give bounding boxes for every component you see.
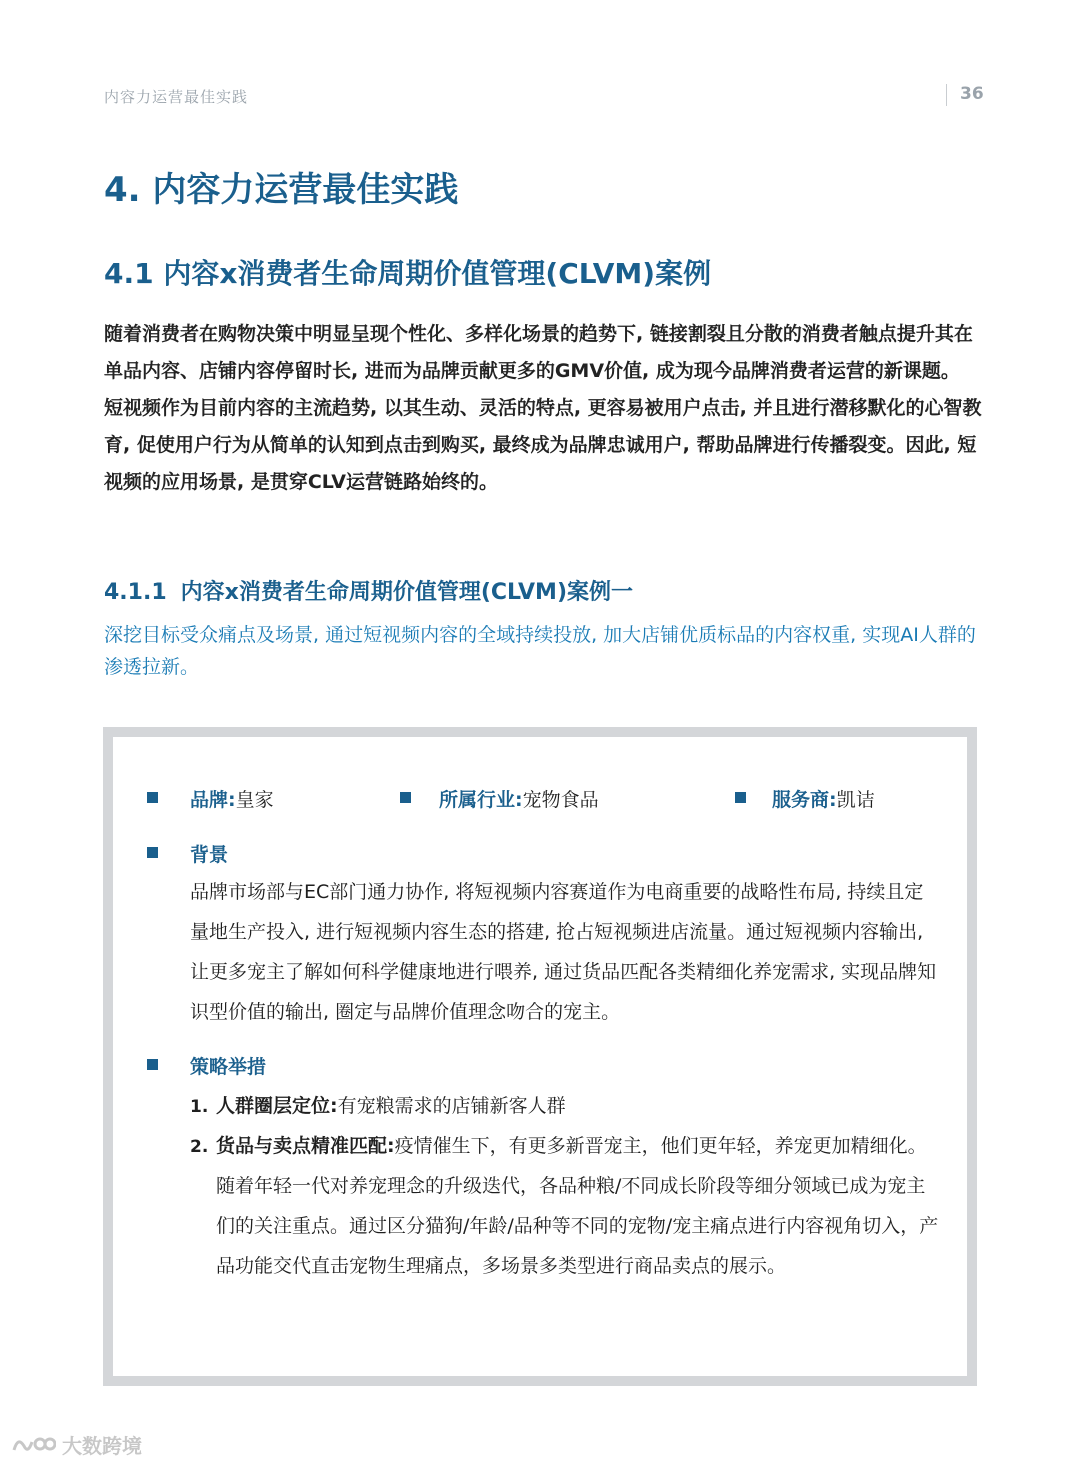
list-item [216,1086,942,1126]
brand-fact [190,785,274,812]
bullet-square-icon [147,1059,158,1070]
industry-fact [439,785,599,812]
intro-paragraph: 随着消费者在购物决策中明显呈现个性化、多样化场景的趋势下, 链接割裂且分散的消费者触点提升其在单品内容、店铺内容停留时长, 进而为品牌贡献更多的GMV价值, 成为现今品牌消费者运营的新课题。 短视频作为目前内容的主流趋势, 以其生动、灵活的特点, 更容易被用户点击, 并且进行潜移默化的心智教育, 促使用户行为从简单的认知到点击到购买, 最终成为品牌忠诚用户, 帮助品牌进行传播裂变。因此, 短视频的应用场景, 是贯穿CLV运营链路始终的。 [104,323,982,493]
brand-value: 皇家 [235,789,274,811]
running-header: 内容力运营最佳实践 [104,88,249,106]
bullet-square-icon [400,792,411,803]
chapter-title: 4. 内容力运营最佳实践 [104,170,459,210]
strategy-label: 策略举措 [190,1056,267,1078]
brand-label: 品牌: [190,789,236,811]
bullet-square-icon [147,847,158,858]
watermark [10,1430,142,1459]
list-item-title: 货品与卖点精准匹配: [216,1135,395,1157]
section-title: 4.1 内容x消费者生命周期价值管理(CLVM)案例 [104,257,712,290]
background-label: 背景 [190,844,229,866]
subsection-title-text: 内容x消费者生命周期价值管理(CLVM)案例一 [180,580,633,605]
watermark-logo-icon [10,1432,56,1458]
provider-fact [772,785,875,812]
list-item-text: 有宠粮需求的店铺新客人群 [337,1095,566,1117]
provider-label: 服务商: [772,789,837,811]
page-number: 36 [960,84,984,104]
subsection-title [104,575,633,606]
list-item-text: 疫情催生下，有更多新晋宠主，他们更年轻，养宠更加精细化。随着年轻一代对养宠理念的升级迭代，各品种粮/不同成长阶段等细分领域已成为宠主们的关注重点。通过区分猫狗/年龄/品种等不同的宠物/宠主痛点进行内容视角切入，产品功能交代直击宠物生理痛点，多场景多类型进行商品卖点的展示。 [216,1135,939,1277]
subsection-number: 4.1.1 [104,580,167,605]
case-summary: 深挖目标受众痛点及场景, 通过短视频内容的全域持续投放, 加大店铺优质标品的内容权重, 实现AI人群的渗透拉新。 [104,624,976,678]
header-divider [946,84,947,106]
list-number: 1. [190,1097,209,1117]
bullet-square-icon [735,792,746,803]
list-item [216,1126,942,1286]
industry-value: 宠物食品 [522,789,599,811]
background-text: 品牌市场部与EC部门通力协作, 将短视频内容赛道作为电商重要的战略性布局, 持续且定量地生产投入, 进行短视频内容生态的搭建, 抢占短视频进店流量。通过短视频内容输出, 让更多宠主了解如何科学健康地进行喂养, 通过货品匹配各类精细化养宠需求, 实现品牌知识型价值的输出, 圈定与品牌价值理念吻合的宠主。 [190,881,937,1023]
industry-label: 所属行业: [439,789,523,811]
list-number: 2. [190,1137,209,1157]
list-item-title: 人群圈层定位: [216,1095,338,1117]
provider-value: 凯诘 [836,789,875,811]
watermark-text: 大数跨境 [62,1434,142,1458]
bullet-square-icon [147,792,158,803]
